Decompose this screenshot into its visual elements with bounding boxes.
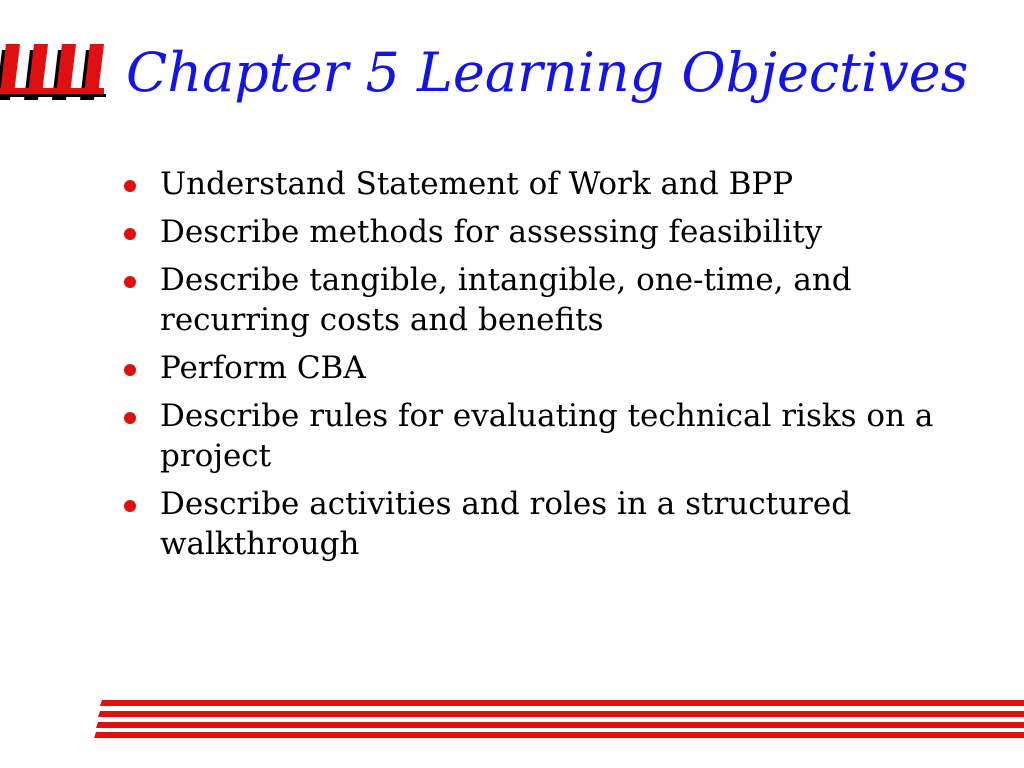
list-item [124,260,944,340]
slide-title: Chapter 5 Learning Objectives [126,41,969,104]
bullet-dot-icon [124,276,136,288]
list-item [124,348,944,388]
list-item-text: Describe rules for evaluating technical risks on a project [160,398,934,474]
list-item [124,396,944,476]
bullet-dot-icon [124,228,136,240]
list-item-text: Perform CBA [160,350,366,386]
red-stripes-decoration-icon [92,698,1024,738]
list-item-text: Describe tangible, intangible, one-time, and recurring costs and benefits [160,262,852,338]
list-item [124,164,944,204]
bullet-dot-icon [124,500,136,512]
list-item-text: Describe methods for assessing feasibility [160,214,823,250]
list-item-text: Describe activities and roles in a structured walkthrough [160,486,852,562]
bullet-dot-icon [124,412,136,424]
list-item-text: Understand Statement of Work and BPP [160,166,794,202]
red-slanted-bars-logo-icon [0,44,112,102]
list-item [124,484,944,564]
bullet-dot-icon [124,180,136,192]
list-item [124,212,944,252]
bullet-dot-icon [124,364,136,376]
objectives-list [124,164,944,572]
